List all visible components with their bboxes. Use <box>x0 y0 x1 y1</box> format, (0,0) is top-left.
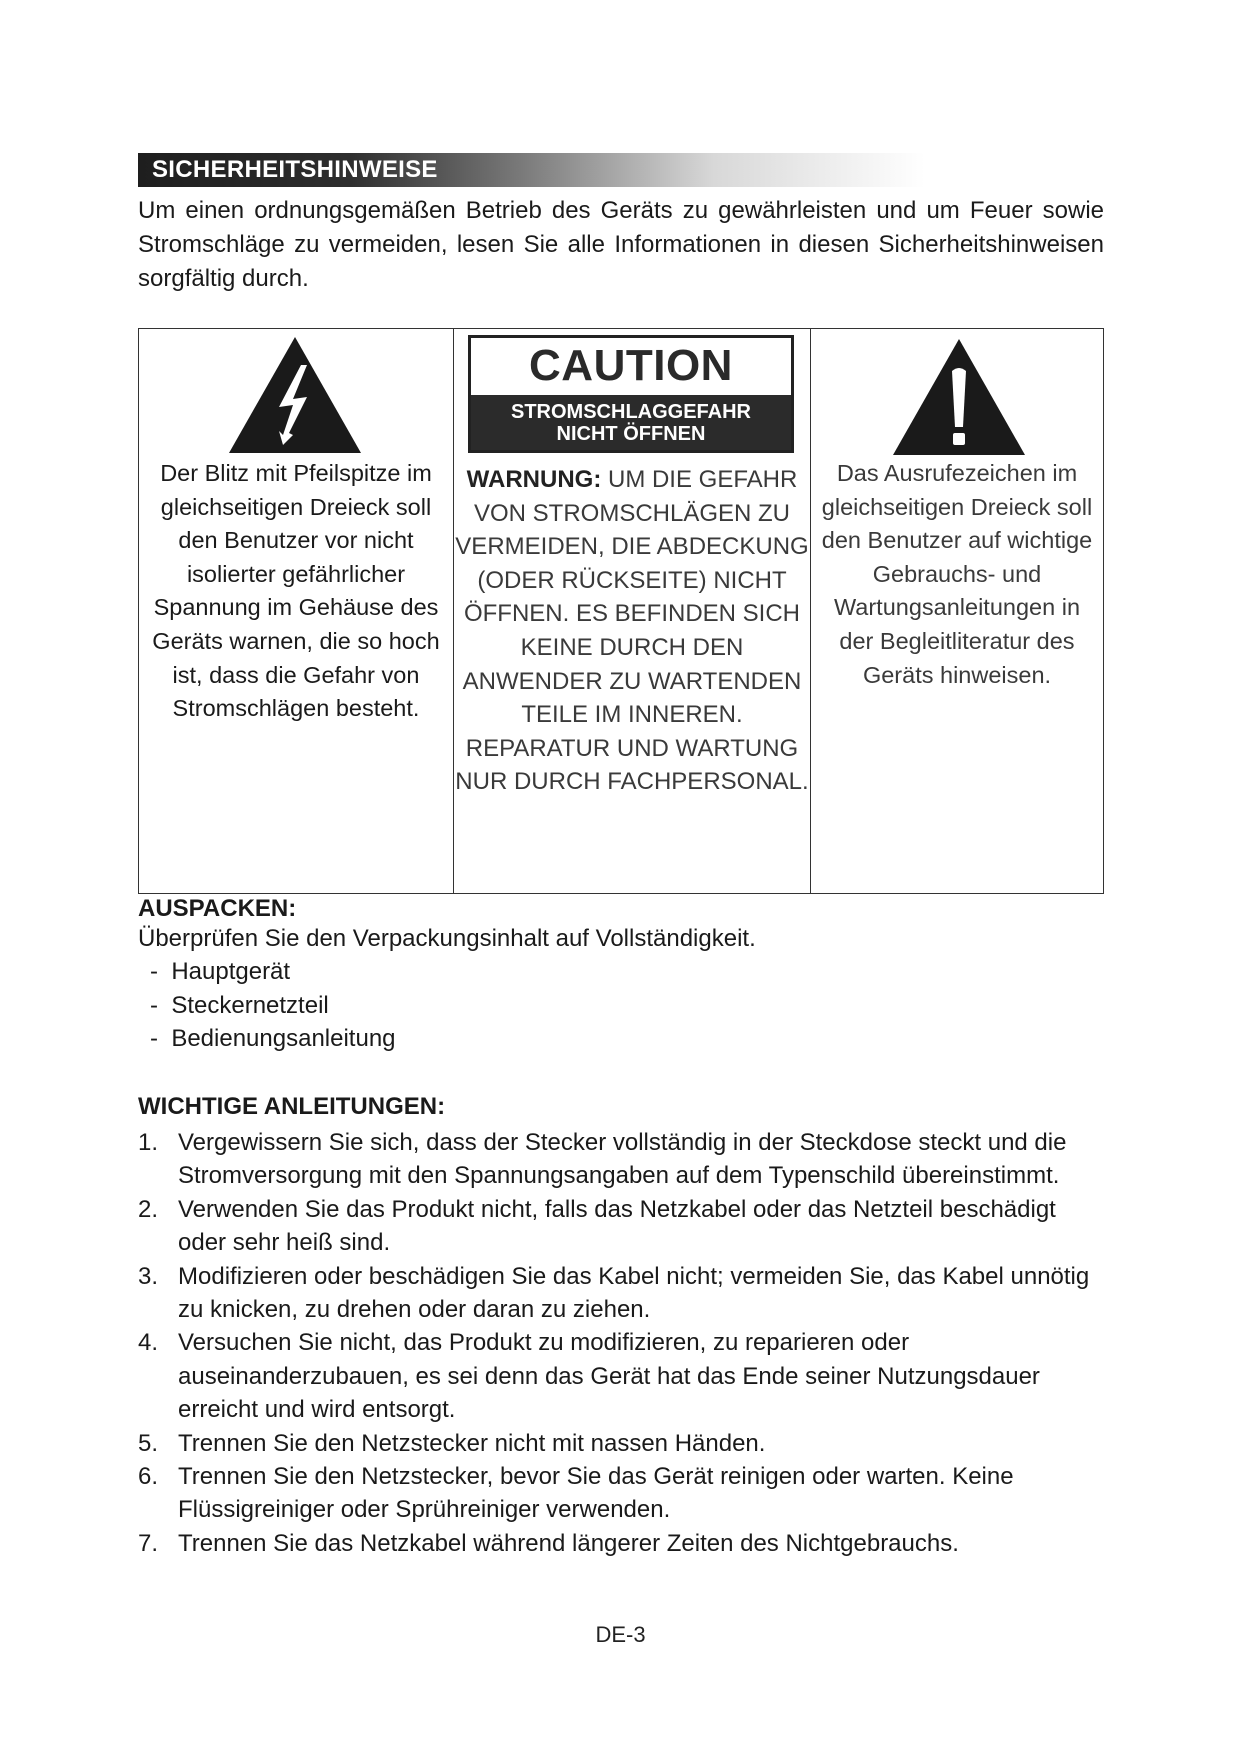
caution-line-2: NICHT ÖFFNEN <box>556 423 706 445</box>
list-item <box>138 1193 1108 1260</box>
warning-label: WARNUNG: <box>466 466 602 493</box>
caution-line-1: STROMSCHLAGGEFAHR <box>511 401 751 423</box>
lightning-triangle-icon <box>227 335 363 455</box>
caution-word: CAUTION <box>529 341 733 390</box>
exclamation-warning-text: Das Ausrufezeichen im gleichseitigen Dreieck soll den Benutzer auf wichtige Gebrauchs- und Wartungsanleitungen in der Begleitliteratur des Geräts hinweisen. <box>821 460 1093 688</box>
lightning-warning-text: Der Blitz mit Pfeilspitze im gleichseitigen Dreieck soll den Benutzer vor nicht isolierter gefährlicher Spannung im Gehäuse des Geräts warnen, die so hoch ist, dass die Gefahr von Stromschlägen besteht. <box>152 460 440 722</box>
caution-band <box>471 395 791 450</box>
instructions-heading: WICHTIGE ANLEITUNGEN: <box>138 1093 446 1120</box>
item-text: Trennen Sie das Netzkabel während längerer Zeiten des Nichtgebrauchs. <box>178 1529 959 1557</box>
list-item <box>138 1427 1108 1460</box>
list-item <box>138 1260 1108 1327</box>
item-number: 5. <box>138 1429 159 1457</box>
item-number: 7. <box>138 1529 159 1557</box>
item-text: Trennen Sie den Netzstecker nicht mit nassen Händen. <box>178 1429 766 1457</box>
item-number: 6. <box>138 1463 159 1491</box>
list-item <box>138 1460 1108 1527</box>
section-title: SICHERHEITSHINWEISE <box>152 156 438 183</box>
caution-label <box>468 335 794 453</box>
item-text: Modifizieren oder beschädigen Sie das Kabel nicht; vermeiden Sie, das Kabel unnötig zu knicken, zu drehen oder daran zu ziehen. <box>178 1262 1090 1324</box>
item-text: Versuchen Sie nicht, das Produkt zu modifizieren, zu reparieren oder auseinanderzubauen, es sei denn das Gerät hat das Ende seiner Nutzungsdauer erreicht und wird entsorgt. <box>178 1329 1040 1424</box>
list-item: - Hauptgerät <box>150 955 396 989</box>
list-item <box>138 1326 1108 1426</box>
caution-cell <box>454 329 811 893</box>
section-title-bar <box>138 153 1098 187</box>
unpacking-list <box>150 955 396 1056</box>
item-text: Verwenden Sie das Produkt nicht, falls das Netzkabel oder das Netzteil beschädigt oder sehr heiß sind. <box>178 1195 1056 1257</box>
item-text: Trennen Sie den Netzstecker, bevor Sie das Gerät reinigen oder warten. Keine Flüssigreiniger oder Sprühreiniger verwenden. <box>178 1463 1014 1524</box>
list-item <box>138 1527 1108 1560</box>
exclamation-triangle-icon <box>891 337 1027 457</box>
item-number: 3. <box>138 1262 159 1290</box>
unpacking-heading: AUSPACKEN: <box>138 895 297 922</box>
list-item: - Steckernetzteil <box>150 989 396 1023</box>
caution-warning-text <box>454 463 810 799</box>
page-number: DE-3 <box>595 1622 646 1647</box>
unpacking-intro: Überprüfen Sie den Verpackungsinhalt auf Vollständigkeit. <box>138 925 756 952</box>
item-number: 1. <box>138 1129 159 1156</box>
item-number: 4. <box>138 1329 159 1357</box>
list-item <box>138 1126 1108 1193</box>
item-number: 2. <box>138 1195 159 1223</box>
item-text: Vergewissern Sie sich, dass der Stecker vollständig in der Steckdose steckt und die Stromversorgung mit den Spannungsangaben auf dem Typenschild übereinstimmt. <box>178 1129 1067 1190</box>
instructions-list <box>138 1126 1108 1560</box>
warning-body: UM DIE GEFAHR VON STROMSCHLÄGEN ZU VERMEIDEN, DIE ABDECKUNG (ODER RÜCKSEITE) NICHT ÖFFNEN. ES BEFINDEN SICH KEINE DURCH DEN ANWENDER ZU WARTENDEN TEILE IM INNEREN. REPARATUR UND WARTUNG NUR DURCH FACHPERSONAL. <box>455 466 809 796</box>
lightning-warning-cell <box>139 329 454 893</box>
list-item: - Bedienungsanleitung <box>150 1022 396 1056</box>
intro-paragraph: Um einen ordnungsgemäßen Betrieb des Geräts zu gewährleisten und um Feuer sowie Stromschläge zu vermeiden, lesen Sie alle Informationen in diesen Sicherheitshinweisen sorgfältig durch. <box>138 197 1104 292</box>
safety-warning-table <box>138 328 1104 894</box>
exclamation-warning-cell <box>811 329 1103 893</box>
